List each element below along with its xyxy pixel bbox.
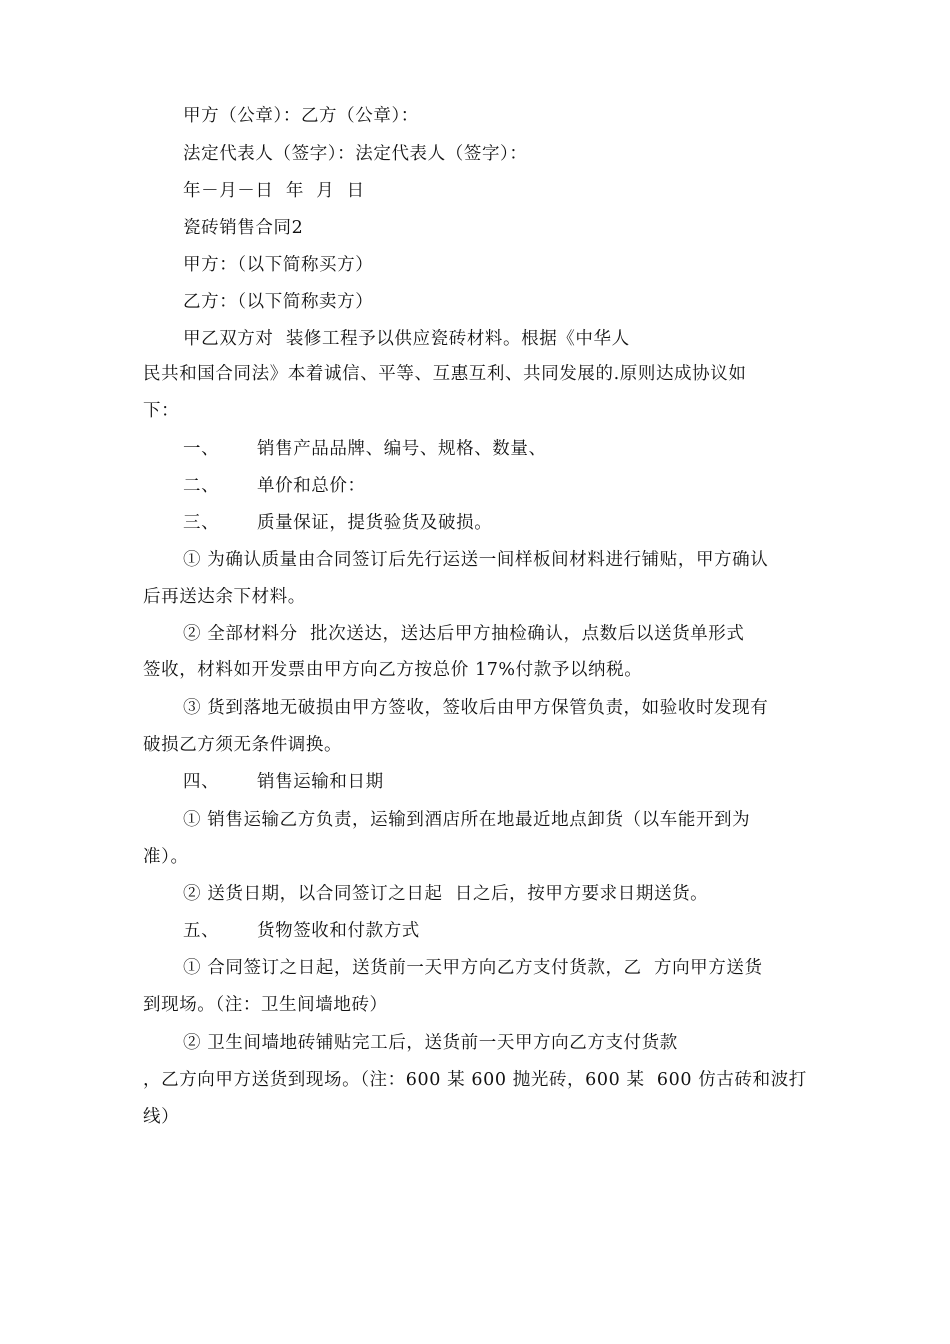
clause-3-1-line-1: ① 为确认质量由合同签订后先行运送一间样板间材料进行铺贴，甲方确认 xyxy=(183,550,769,570)
clause-5-2-line-2: ，乙方向甲方送货到现场。（注：600 某 600 抛光砖，600 某 600 仿古砖和波打 xyxy=(143,1070,807,1090)
section-3-title: 质量保证，提货验货及破损。 xyxy=(257,513,493,533)
section-1-heading xyxy=(183,437,547,461)
signature-line-seal: 甲方（公章）：乙方（公章）： xyxy=(183,106,419,126)
section-2-heading xyxy=(183,474,366,498)
clause-3-3-line-2: 破损乙方须无条件调换。 xyxy=(143,735,343,755)
section-5-heading xyxy=(183,919,420,943)
party-a-line: 甲方：（以下简称买方） xyxy=(183,255,374,275)
clause-3-2-line-2: 签收，材料如开发票由甲方向乙方按总价 17%付款予以纳税。 xyxy=(143,660,643,680)
signature-line-representative: 法定代表人（签字）：法定代表人（签字）： xyxy=(183,144,528,164)
clause-4-1-line-1: ① 销售运输乙方负责，运输到酒店所在地最近地点卸货（以车能开到为 xyxy=(183,810,751,830)
clause-3-2-line-1: ② 全部材料分 批次送达，送达后甲方抽检确认，点数后以送货单形式 xyxy=(183,624,745,644)
section-3-number: 三、 xyxy=(183,513,220,533)
clause-4-1-line-2: 准）。 xyxy=(143,847,189,867)
section-1-title: 销售产品品牌、编号、规格、数量、 xyxy=(257,439,547,459)
preamble-line-3: 下： xyxy=(143,401,180,421)
preamble-line-1: 甲乙双方对 装修工程予以供应瓷砖材料。根据《中华人 xyxy=(183,329,630,349)
clause-5-2-line-3: 线） xyxy=(143,1107,180,1127)
clause-3-3-line-1: ③ 货到落地无破损由甲方签收，签收后由甲方保管负责，如验收时发现有 xyxy=(183,698,769,718)
clause-3-1-line-2: 后再送达余下材料。 xyxy=(143,587,306,607)
clause-4-2: ② 送货日期，以合同签订之日起 日之后，按甲方要求日期送货。 xyxy=(183,884,709,904)
section-2-title: 单价和总价： xyxy=(257,476,366,496)
section-3-heading xyxy=(183,511,492,535)
section-1-number: 一、 xyxy=(183,439,220,459)
section-5-title: 货物签收和付款方式 xyxy=(257,921,420,941)
preamble-line-2: 民共和国合同法》本着诚信、平等、互惠互利、共同发展的.原则达成协议如 xyxy=(143,364,747,384)
section-5-number: 五、 xyxy=(183,921,220,941)
signature-line-date: 年－月－日 年 月 日 xyxy=(183,181,365,201)
section-4-number: 四、 xyxy=(183,772,220,792)
section-2-number: 二、 xyxy=(183,476,220,496)
contract-title: 瓷砖销售合同2 xyxy=(183,218,304,238)
clause-5-1-line-2: 到现场。（注：卫生间墙地砖） xyxy=(143,995,388,1015)
section-4-title: 销售运输和日期 xyxy=(257,772,384,792)
party-b-line: 乙方：（以下简称卖方） xyxy=(183,292,374,312)
clause-5-2-line-1: ② 卫生间墙地砖铺贴完工后，送货前一天甲方向乙方支付货款 xyxy=(183,1033,678,1053)
section-4-heading xyxy=(183,770,384,794)
clause-5-1-line-1: ① 合同签订之日起，送货前一天甲方向乙方支付货款，乙 方向甲方送货 xyxy=(183,958,763,978)
